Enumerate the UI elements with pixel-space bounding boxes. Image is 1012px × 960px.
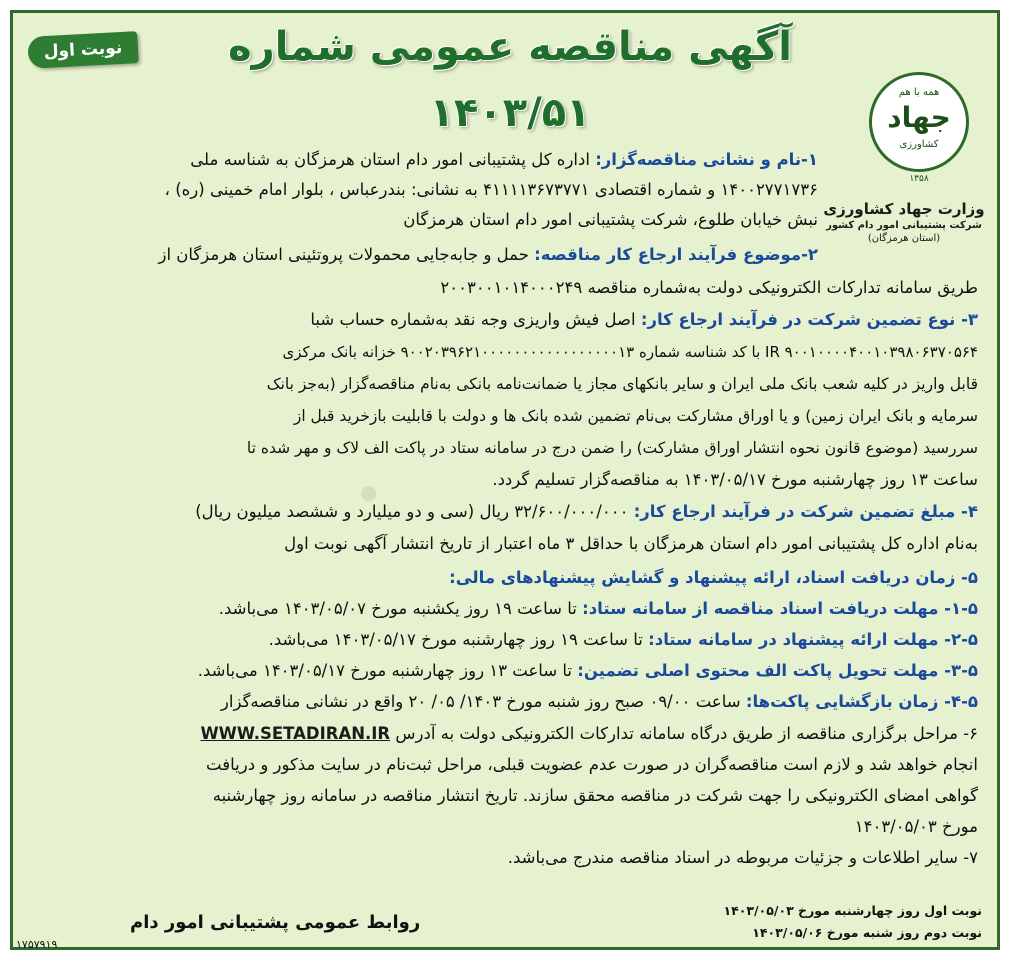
publish-badge: نوبت اول [27,31,139,69]
section-7-line-1: ۷- سایر اطلاعات و جزئیات مربوطه در اسناد مناقصه مندرج می‌باشد. [507,848,978,867]
publish-date-first: نوبت اول روز چهارشنبه مورخ ۱۴۰۳/۰۵/۰۳ [723,903,982,918]
section-1-line-2: ۱۴۰۰۲۷۷۱۷۳۶ و شماره اقتصادی ۴۱۱۱۱۳۶۷۳۷۷۱ به نشانی: بندرعباس ، بلوار امام خمینی (ره) ، [164,180,818,199]
org-province: (استان هرمزگان) [867,233,941,244]
section-5-4-heading: ۴-۵- زمان بازگشایی پاکت‌ها: [745,692,978,711]
logo-year: ۱۳۵۸ [909,174,929,184]
section-3-heading: ۳- نوع تضمین شرکت در فرآیند ارجاع کار: [640,310,978,329]
publish-dates [724,900,982,944]
org-ministry: وزارت جهاد کشاورزی [823,200,985,218]
jahad-logo [854,72,984,192]
section-5-3-heading: ۳-۵- مهلت تحویل پاکت الف محتوی اصلی تضمین: [577,661,978,680]
title-bar [150,14,870,136]
logo-top-text: همه با هم [898,87,940,98]
logo-circle [869,72,969,172]
section-3-line-5: سررسید (موضوع قانون نحوه انتشار اوراق مشارکت) را ضمن درج در سامانه ستاد در پاکت الف لاک و مهر شده تا [246,439,978,457]
section-4-text-1: ۳۲/۶۰۰/۰۰۰/۰۰۰ ریال (سی و دو میلیارد و ششصد میلیون ریال) [195,502,629,521]
page-title: آگهی مناقصه عمومی شماره ۱۴۰۳/۵۱ [228,24,792,136]
section-5-3 [198,656,978,686]
section-3-line-1 [310,305,978,335]
section-5-4-text: ساعت ۰۹/۰۰ صبح روز شنبه مورخ ۱۴۰۳/ ۰۵/ ۲۰ واقع در نشانی مناقصه‌گزار [220,692,741,711]
section-5-1-text: تا ساعت ۱۹ روز یکشنبه مورخ ۱۴۰۳/۰۵/۰۷ می‌باشد. [218,599,577,618]
section-4-line-2: به‌نام اداره کل پشتیبانی امور دام استان هرمزگان با حداقل ۳ ماه اعتبار از تاریخ انتشار آگهی نوبت اول [284,534,978,553]
section-2-text-1: حمل و جابه‌جایی محمولات پروتئینی استان هرمزگان از [158,245,529,264]
section-5-2 [269,625,978,655]
section-5-heading [449,563,978,593]
section-5-1-heading: ۱-۵- مهلت دریافت اسناد مناقصه از سامانه ستاد: [582,599,978,618]
section-5-3-text: تا ساعت ۱۳ روز چهارشنبه مورخ ۱۴۰۳/۰۵/۱۷ می‌باشد. [197,661,573,680]
section-3-line-6: ساعت ۱۳ روز چهارشنبه مورخ ۱۴۰۳/۰۵/۱۷ به مناقصه‌گزار تسلیم گردد. [492,470,978,489]
section-3-line-4: سرمایه و بانک ایران زمین) و یا اوراق مشارکت بی‌نام تضمین شده بانک ها و دولت با قابلیت بازخرید قبل از [293,407,978,425]
setadiran-link[interactable]: WWW.SETADIRAN.IR [200,724,391,743]
section-2-line-1 [158,240,818,270]
section-4-line-1 [195,497,978,527]
section-3-line-2: IR ۹۰۰۱۰۰۰۰۴۰۰۱۰۳۹۸۰۶۳۷۰۵۶۴ با کد شناسه شماره ۹۰۰۲۰۳۹۶۲۱۰۰۰۰۰۰۰۰۰۰۰۰۰۰۰۰۰۱۳ خزانه بانک مرکزی [282,343,978,361]
section-6-line-2: انجام خواهد شد و لازم است مناقصه‌گران در صورت عدم عضویت قبلی، مراحل ثبت‌نام در سایت مذکور و دریافت [206,755,978,774]
section-5-4 [221,687,978,717]
section-6-line-4: مورخ ۱۴۰۳/۰۵/۰۳ [854,817,978,836]
section-6-line-3: گواهی امضای الکترونیکی را جهت شرکت در مناقصه محقق سازند. تاریخ انتشار مناقصه در سامانه روز چهارشنبه [212,786,978,805]
section-6-text-1: ۶- مراحل برگزاری مناقصه از طریق درگاه سامانه تدارکات الکترونیکی دولت به آدرس [395,724,978,743]
section-1-heading: ۱-نام و نشانی مناقصه‌گزار: [595,150,818,169]
section-5-2-text: تا ساعت ۱۹ روز چهارشنبه مورخ ۱۴۰۳/۰۵/۱۷ می‌باشد. [268,630,643,649]
section-5-2-heading: ۲-۵- مهلت ارائه پیشنهاد در سامانه ستاد: [648,630,978,649]
publish-date-second: نوبت دوم روز شنبه مورخ ۱۴۰۳/۰۵/۰۶ [752,925,982,940]
org-company: شرکت پشتیبانی امور دام کشور [826,220,982,231]
section-6-line-1 [200,719,978,749]
public-relations: روابط عمومی پشتیبانی امور دام [130,912,421,933]
watermark: ● [358,479,379,505]
section-3-text-1: اصل فیش واریزی وجه نقد به‌شماره حساب شبا [310,310,636,329]
logo-main-text: جهاد [887,101,951,134]
section-5-heading-text: ۵- زمان دریافت اسناد، ارائه پیشنهاد و گشایش پیشنهادهای مالی: [449,568,978,587]
section-1-line-1 [190,145,818,175]
section-1-text-1: اداره کل پشتیبانی امور دام استان هرمزگان به شناسه ملی [190,150,590,169]
logo-sub-text: کشاورزی [899,139,939,150]
section-2-line-2: طریق سامانه تدارکات الکترونیکی دولت به‌شماره مناقصه ۲۰۰۳۰۰۱۰۱۴۰۰۰۲۴۹ [440,278,978,297]
section-1-line-3: نبش خیابان طلوع، شرکت پشتیبانی امور دام استان هرمزگان [403,210,818,229]
section-4-heading: ۴- مبلغ تضمین شرکت در فرآیند ارجاع کار: [633,502,978,521]
section-5-1 [219,594,978,624]
section-2-heading: ۲-موضوع فرآیند ارجاع کار مناقصه: [534,245,818,264]
section-3-line-3: قابل واریز در کلیه شعب بانک ملی ایران و سایر بانکهای مجاز یا ضمانت‌نامه بانکی به‌نام مناقصه‌گزار (به‌جز بانک [266,375,978,393]
organization-block [814,200,994,244]
ad-code: ۱۷۵۷۹۱۹ [16,938,58,951]
